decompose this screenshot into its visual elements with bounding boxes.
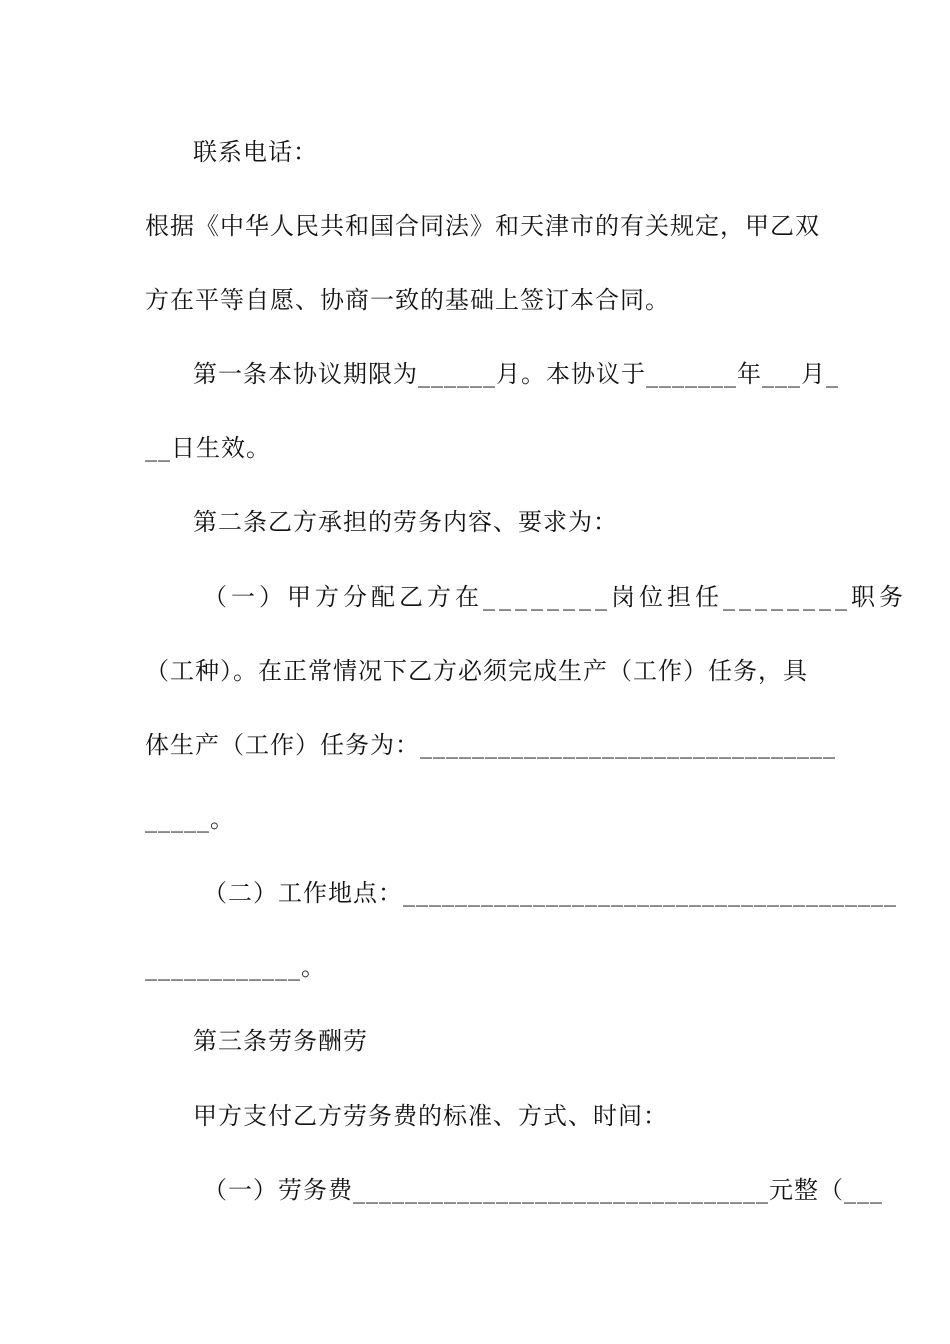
paragraph-line: 方在平等自愿、协商一致的基础上签订本合同。 — [145, 286, 670, 314]
article-one-line: 第一条本协议期限为______月。本协议于_______年___月_ — [193, 360, 839, 388]
contact-phone-line: 联系电话： — [193, 138, 318, 166]
payment-terms-line: 甲方支付乙方劳务费的标准、方式、时间： — [193, 1102, 668, 1130]
work-location-line: （二）工作地点：______________________________________ — [203, 879, 897, 907]
paragraph-line: _____。 — [145, 805, 235, 833]
paragraph-line: ____________。 — [145, 953, 326, 981]
article-three-heading: 第三条劳务酬劳 — [193, 1027, 368, 1055]
paragraph-line: 根据《中华人民共和国合同法》和天津市的有关规定，甲乙双 — [145, 212, 820, 240]
paragraph-line: （工种）。在正常情况下乙方必须完成生产（工作）任务，具 — [145, 657, 808, 685]
labor-fee-line: （一）劳务费________________________________元整（___ — [203, 1176, 883, 1204]
clause-one-line: （一）甲方分配乙方在________岗位担任________职务 — [203, 583, 907, 611]
article-two-heading: 第二条乙方承担的劳务内容、要求为： — [193, 508, 618, 536]
paragraph-line: __日生效。 — [145, 434, 271, 462]
paragraph-line: 体生产（工作）任务为：________________________________ — [145, 731, 836, 759]
